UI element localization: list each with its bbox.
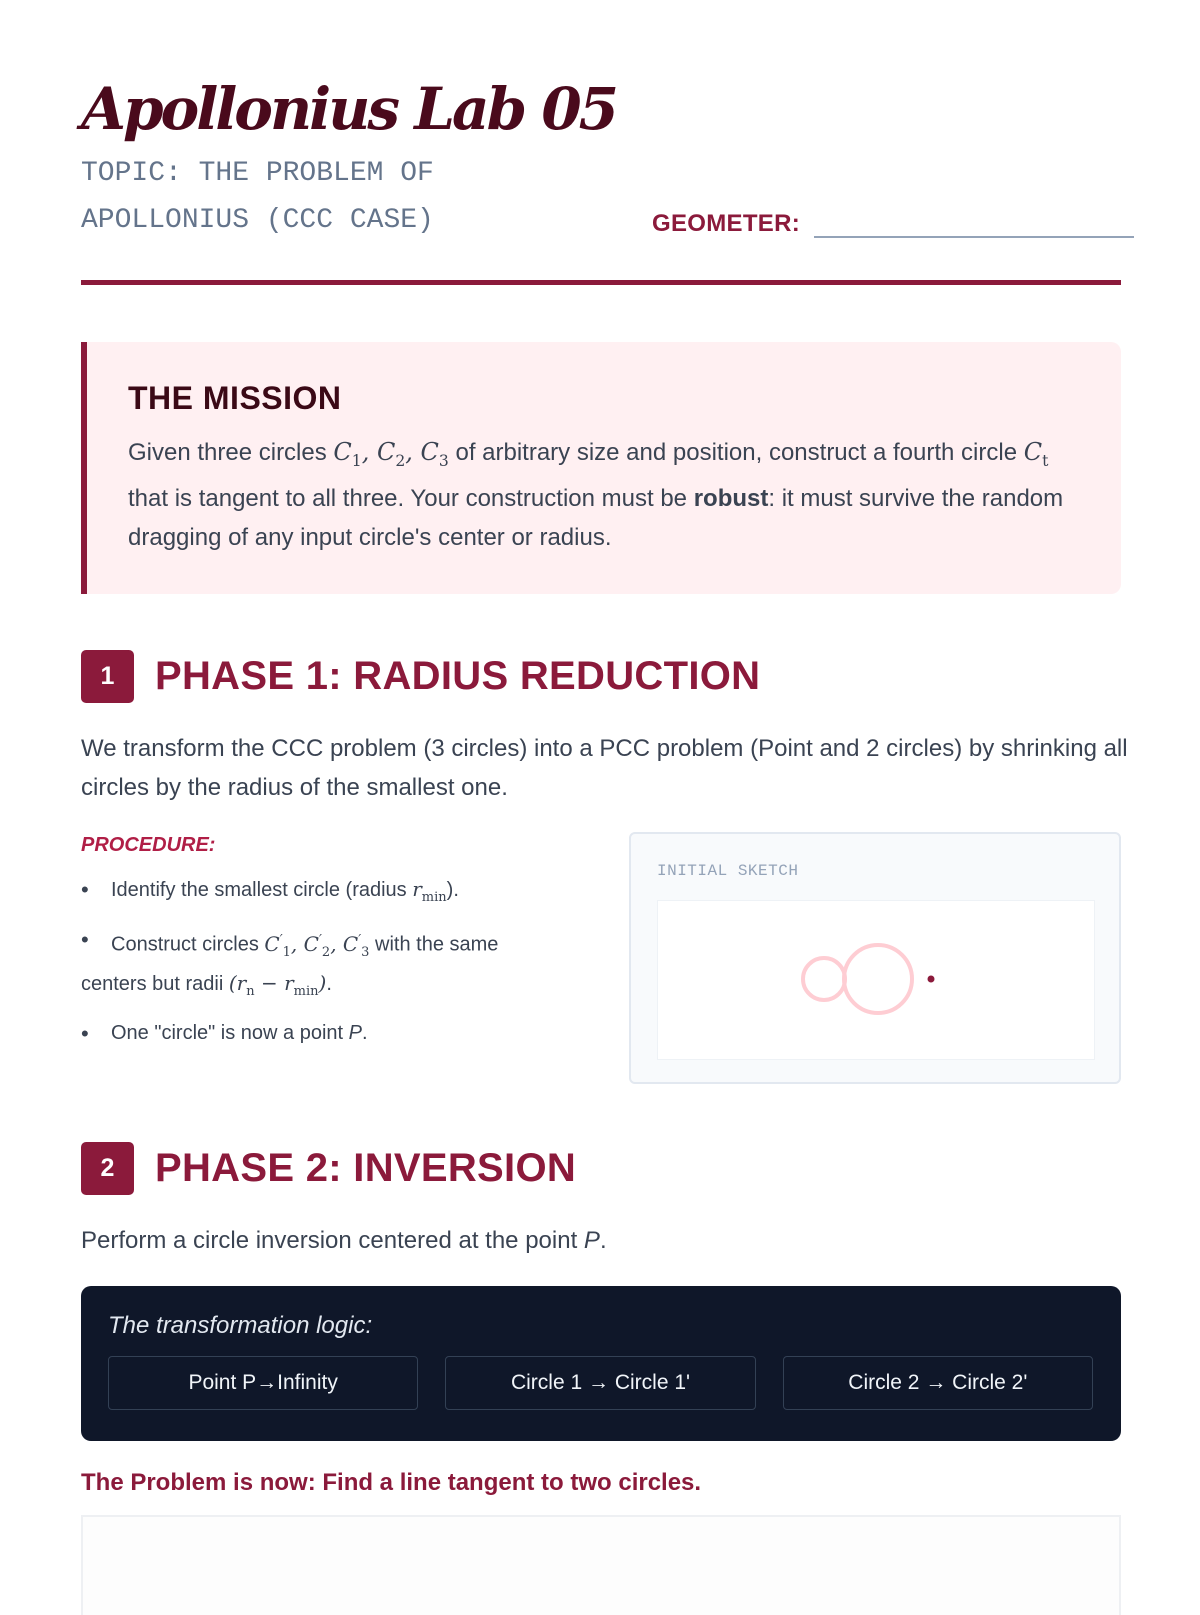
- sketch-drawing: [658, 901, 1094, 1059]
- geometer-field: [652, 204, 1134, 238]
- procedure-step-2: • Construct circles $C'_1$, $C'_2$, $C'_3$ with the same centers but radii $(r_n - r_{min})$.: [81, 924, 551, 1007]
- geometer-name-line[interactable]: [814, 204, 1134, 238]
- header-divider: [81, 280, 1121, 285]
- phase-1-title: PHASE 1: RADIUS REDUCTION: [155, 654, 761, 698]
- geometer-label: GEOMETER:: [652, 210, 801, 237]
- math-c-primes: $C'_1$, $C'_2$, $C'_3$: [264, 931, 370, 960]
- arrow-icon: →: [925, 1371, 947, 1394]
- mission-emphasis: robust: [693, 485, 769, 513]
- phase-1-badge: 1: [81, 650, 134, 703]
- phase-2-header: [81, 1142, 576, 1195]
- mapping-circle-2: Circle 2 → Circle 2': [783, 1356, 1093, 1410]
- sketch-label: INITIAL SKETCH: [657, 862, 799, 880]
- logic-title: The transformation logic:: [108, 1312, 373, 1339]
- topic-line-2: APOLLONIUS (CCC CASE): [81, 205, 434, 236]
- arrow-icon: →: [587, 1371, 609, 1394]
- math-ct: $C_t$: [1023, 438, 1049, 470]
- phase-2-intro: Perform a circle inversion centered at the point P.: [81, 1227, 607, 1254]
- transformation-logic-box: [81, 1286, 1121, 1441]
- procedure-step-3: • One "circle" is now a point P.: [81, 1018, 551, 1049]
- phase-2-conclusion: The Problem is now: Find a line tangent to two circles.: [81, 1469, 702, 1496]
- phase-2-title: PHASE 2: INVERSION: [155, 1146, 577, 1190]
- procedure-label: PROCEDURE:: [81, 834, 216, 856]
- mission-text: Given three circles $C_1$, $C_2$, $C_3$ of arbitrary size and position, construct a fourth circle $C_t$ that is tangent to all three. Your construction must be robust: it must survive the random dragging of any input circle's center or radius.: [128, 438, 1064, 551]
- phase-2-badge: 2: [81, 1142, 134, 1195]
- page-title: Apollonius Lab 05: [81, 75, 617, 143]
- initial-sketch-panel: [629, 832, 1121, 1084]
- math-rmin: $r_{min}$: [412, 877, 447, 905]
- sketch-canvas[interactable]: [657, 900, 1095, 1060]
- phase-1-intro: We transform the CCC problem (3 circles) into a PCC problem (Point and 2 circles) by shrinking all circles by the radius of the smallest one.: [81, 735, 1128, 801]
- mission-heading: THE MISSION: [128, 380, 342, 416]
- construction-workspace[interactable]: [81, 1515, 1121, 1615]
- math-rn-minus-rmin: $(r_n - r_{min})$: [228, 970, 327, 999]
- mapping-circle-1: Circle 1 → Circle 1': [445, 1356, 755, 1410]
- sketch-circle-small[interactable]: [803, 958, 845, 1000]
- topic: [81, 150, 501, 244]
- mapping-point-p: Point P → Infinity: [108, 1356, 418, 1410]
- mission-box: [81, 342, 1121, 594]
- sketch-circle-large[interactable]: [844, 945, 912, 1013]
- logic-mappings: [108, 1356, 1093, 1410]
- topic-line-1: TOPIC: THE PROBLEM OF: [81, 158, 434, 189]
- sketch-point-p[interactable]: [928, 976, 935, 983]
- math-c1-c2-c3: $C_1$, $C_2$, $C_3$: [333, 438, 449, 470]
- procedure-list: [81, 874, 551, 1060]
- arrow-icon: →: [256, 1371, 278, 1394]
- phase-1-header: [81, 650, 760, 703]
- procedure-step-1: • Identify the smallest circle (radius $r_{min}$).: [81, 874, 551, 913]
